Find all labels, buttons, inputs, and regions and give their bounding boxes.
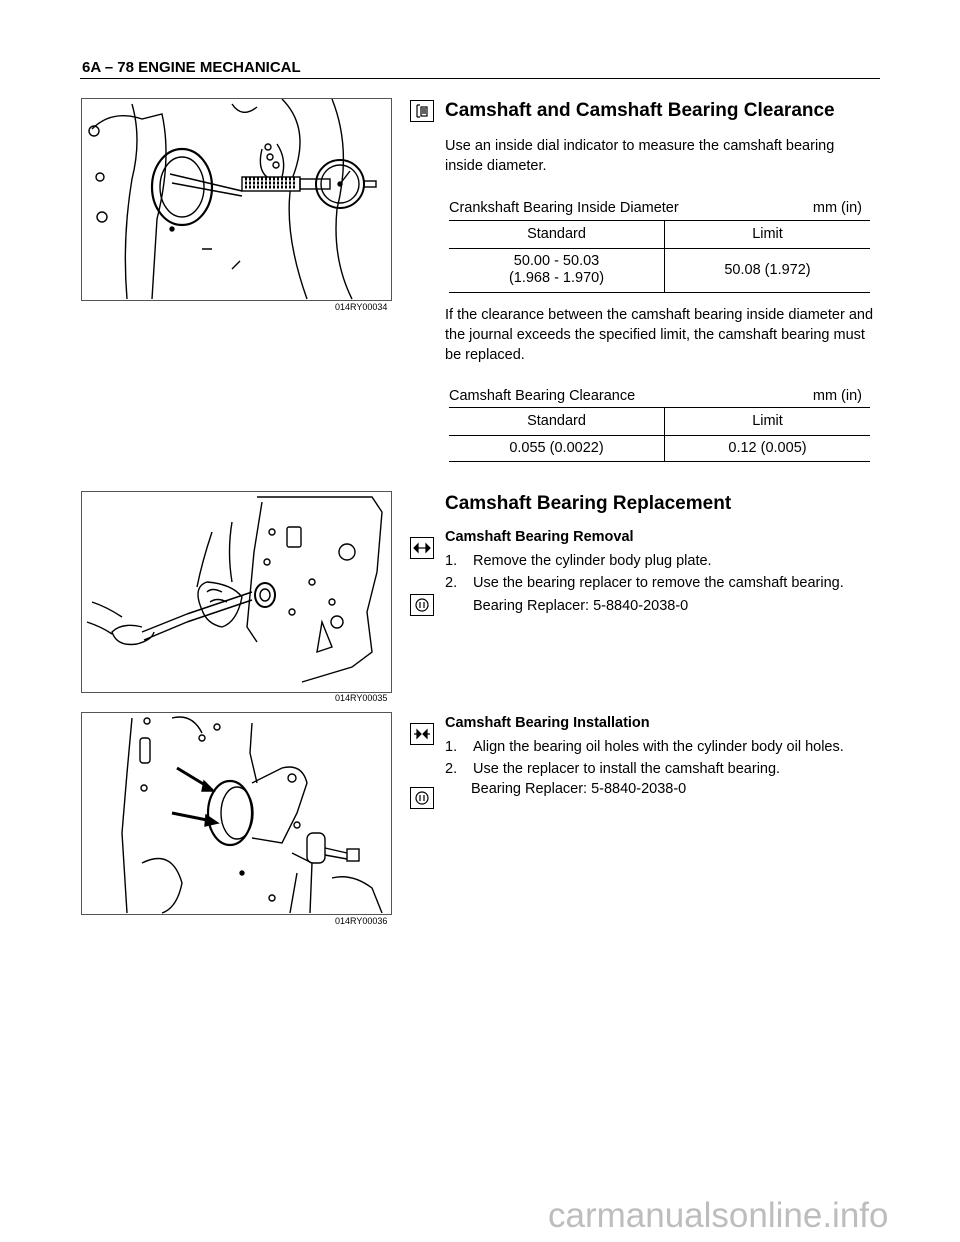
intro-text: Use an inside dial indicator to measure the camshaft bearing inside diameter. [445,138,835,174]
figure-bearing-installation [81,712,392,915]
special-tool-icon [410,787,434,809]
figure-dial-indicator [81,98,392,301]
step-text: Align the bearing oil holes with the cylinder body oil holes. [473,739,844,755]
remove-arrows-icon [410,537,434,559]
watermark[interactable]: carmanualsonline.info [548,1196,889,1235]
figure-code: 014RY00035 [335,693,388,703]
section-title: Camshaft Bearing Replacement [445,493,732,514]
measure-icon [410,100,434,122]
table2-caption: Camshaft Bearing Clearance [449,388,636,404]
figure-bearing-removal [81,491,392,693]
table2-header-standard: Standard [449,408,665,435]
removal-step [445,573,844,593]
table1 [449,221,870,293]
installation-tool: Bearing Replacer: 5-8840-2038-0 [471,781,687,797]
step-text: Use the bearing replacer to remove the camshaft bearing. [473,575,844,591]
step-number: 2. [445,761,458,777]
figure-code: 014RY00034 [335,302,388,312]
install-arrows-icon [410,723,434,745]
section-title: Camshaft and Camshaft Bearing Clearance [445,100,835,121]
table2-header-limit: Limit [752,413,783,430]
table2-caption-row [449,388,862,404]
figure-code: 014RY00036 [335,916,388,926]
table2-standard-cell: 0.055 (0.0022) [449,435,665,461]
table1-caption: Crankshaft Bearing Inside Diameter [449,200,679,216]
table1-standard-line1: 50.00 - 50.03 [513,253,600,269]
step-number: 1. [445,739,458,755]
removal-tool: Bearing Replacer: 5-8840-2038-0 [473,598,689,614]
table1-standard-cell [449,248,665,292]
table1-limit-cell: 50.08 (1.972) [724,262,811,278]
installation-step [445,759,780,779]
step-text: Use the replacer to install the camshaft bearing. [473,761,781,777]
page-header: 6A – 78 ENGINE MECHANICAL [82,59,301,76]
table2 [449,408,870,462]
replacement-note: If the clearance between the camshaft bearing inside diameter and the journal exceeds the specified limit, the camshaft bearing must be replaced. [445,307,874,363]
removal-heading: Camshaft Bearing Removal [445,529,634,545]
step-text: Remove the cylinder body plug plate. [473,553,712,569]
header-rule [80,78,880,79]
table2-unit: mm (in) [812,388,862,404]
table1-header-limit: Limit [752,226,783,243]
table2-limit-cell: 0.12 (0.005) [728,440,807,456]
table1-header-standard: Standard [449,221,665,248]
step-number: 1. [445,553,458,569]
installation-step [445,737,844,757]
table1-unit: mm (in) [812,200,862,216]
installation-heading: Camshaft Bearing Installation [445,715,650,731]
table1-caption-row [449,200,862,216]
removal-step [445,551,712,571]
table1-standard-line2: (1.968 - 1.970) [508,270,605,286]
special-tool-icon [410,594,434,616]
step-number: 2. [445,575,458,591]
